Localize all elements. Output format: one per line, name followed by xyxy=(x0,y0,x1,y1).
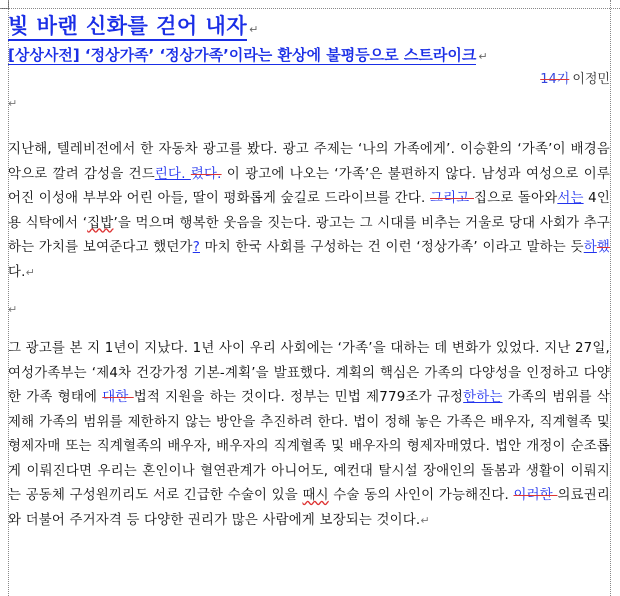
body-text-run: 의료권리와 더불어 주거자격 등 다양한 권리가 많은 사람에게 보장되는 것이다. xyxy=(8,488,610,528)
article-subtitle[interactable] xyxy=(8,44,488,65)
body-text-run: 가족의 범위를 삭제해 가족의 범위를 제한하지 않는 방안을 추진하려 한다. 법이 정해 놓은 가족은 배우자, 직계혈족 및 형제자매 또는 직계혈족의 배우자, 배우자의 직계혈족 및 배우자의 형제자매였다. 법안 개정이 순조롭게 이뤄진다면 우리는 혼인이나 혈연관계가 아니어도, 예컨대 탈시설 장애인의 돌봄과 생활이 이뤄지는 공동체 구성원끼리도 서로 긴급한 수술이 있을 xyxy=(8,390,611,503)
tracked-insertion: 서는 xyxy=(557,191,584,206)
paragraph-mark: ↵ xyxy=(420,513,430,527)
empty-paragraph-mark: ↵ xyxy=(8,97,18,110)
tracked-insertion: 한하는 xyxy=(463,390,503,405)
spellcheck-flagged-text: 집밥 xyxy=(87,215,114,231)
body-text-run: 집으로 돌아와 xyxy=(473,191,558,206)
byline[interactable] xyxy=(540,68,610,87)
body-paragraph-2[interactable] xyxy=(8,337,610,533)
byline-deleted-text: 14기 xyxy=(540,72,570,87)
body-text-run: 다. xyxy=(8,264,26,280)
right-margin-guide xyxy=(610,0,611,596)
article-title[interactable] xyxy=(8,10,259,40)
paragraph-mark: ↵ xyxy=(25,265,36,279)
paragraph-mark: ↵ xyxy=(478,50,488,63)
body-paragraph-1[interactable] xyxy=(8,138,610,285)
body-text-run: 수술 동의 사인이 가능해진다. xyxy=(328,488,514,503)
tracked-insertion: 린다. xyxy=(154,166,191,182)
tracked-deletion: 했 xyxy=(596,240,610,255)
byline-author: 이정민 xyxy=(572,72,610,87)
body-text-run: 마치 한국 사회를 구성하는 건 이런 ‘정상가족’ 이라고 말하는 듯 xyxy=(200,240,584,255)
tracked-deletion: 이러한 xyxy=(513,488,558,503)
tracked-insertion: ? xyxy=(192,240,200,255)
subtitle-text: [상상사전] ‘정상가족’ ‘정상가족’이라는 환상에 불평등으로 스트라이크 xyxy=(8,46,477,64)
empty-paragraph-mark: ↵ xyxy=(8,303,18,316)
top-margin-guide xyxy=(0,8,620,9)
body-text-run: ’을 먹으며 행복한 웃음을 짓는다. 광고는 그 시대를 비추는 거울로 당대 사회가 추구하는 가치를 보여준다고 했던가 xyxy=(8,215,611,255)
tracked-insertion: 하 xyxy=(583,240,597,255)
title-text: 빛 바랜 신화를 걷어 내자 xyxy=(8,14,247,41)
tracked-deletion: 대한 xyxy=(102,390,134,405)
tracked-deletion: 렸다. xyxy=(190,166,222,182)
body-text-run: 이 광고에 나오는 ‘가족’은 불편하지 않다. 남성과 여성으로 이루어진 이성애 부부와 어린 아들, 딸이 평화롭게 숲길로 드라이브를 간다. xyxy=(8,166,611,206)
spellcheck-flagged-text: 때시 xyxy=(302,488,329,503)
body-text-run: 4인용 식탁에서 ‘ xyxy=(8,191,610,231)
tracked-deletion: 그리고 xyxy=(430,191,474,206)
body-text-run: 지난해, 텔레비전에서 한 자동차 광고를 봤다. 광고 주제는 ‘나의 가족에게’. 이승환의 ‘가족’이 배경음악으로 깔려 감성을 건드 xyxy=(8,142,610,182)
body-text-run: 법적 지원을 하는 것이다. 정부는 민법 제779조가 규정 xyxy=(133,390,464,405)
paragraph-mark: ↵ xyxy=(249,23,259,36)
body-text-run: 그 광고를 본 지 1년이 지났다. 1년 사이 우리 사회에는 ‘가족’을 대하는 데 변화가 있었다. 지난 27일, 여성가족부는 ‘제4차 건강가정 기본-계획’을 발표했다. 계획의 핵심은 가족의 다양성을 인정하고 다양한 가족 형태에 xyxy=(8,341,610,405)
